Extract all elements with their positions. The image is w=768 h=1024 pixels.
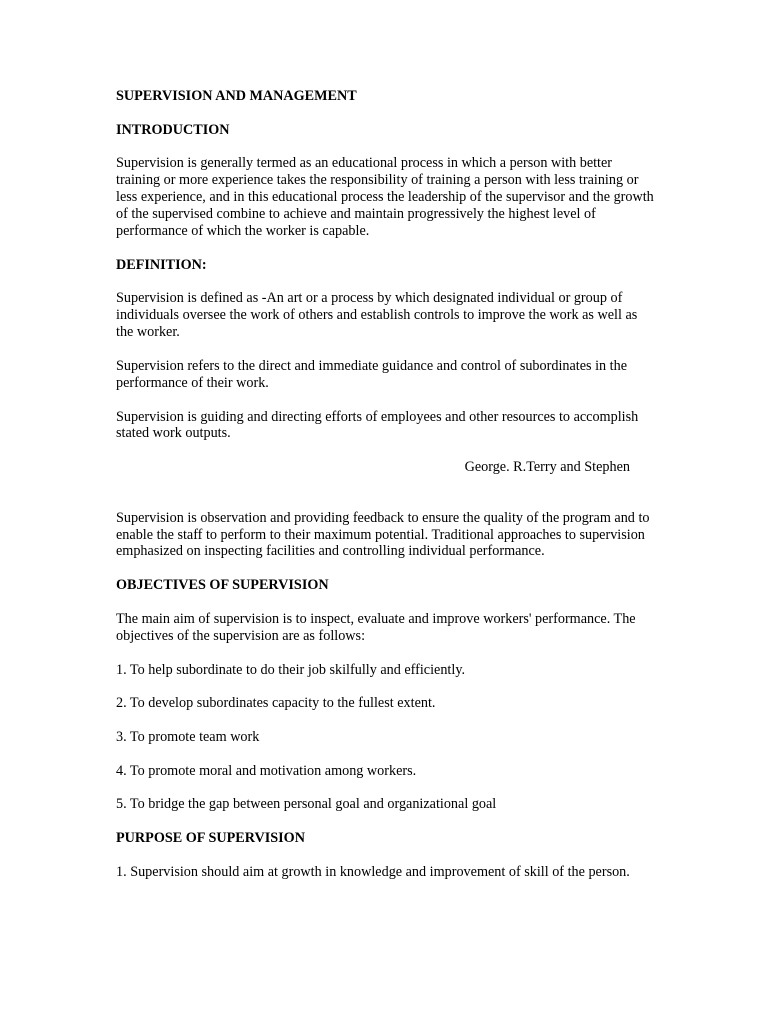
document-body (116, 88, 656, 897)
document-title: SUPERVISION AND MANAGEMENT (116, 88, 357, 104)
objectives-heading: OBJECTIVES OF SUPERVISION (116, 577, 329, 594)
purpose-heading: PURPOSE OF SUPERVISION (116, 830, 305, 847)
definition-paragraph: Supervision is defined as -An art or a process by which designated individual or group of individuals oversee the work of others and establish controls to improve the work as well as the worker. (116, 290, 638, 341)
objective-item: 2. To develop subordinates capacity to the fullest extent. (116, 695, 436, 712)
objective-item: 4. To promote moral and motivation among workers. (116, 762, 417, 779)
definition-paragraph: Supervision refers to the direct and immediate guidance and control of subordinates in the performance of their work. (116, 357, 627, 391)
introduction-paragraph: Supervision is generally termed as an educational process in which a person with better training or more experience takes the responsibility of training a person with less training or less experience, and in this educational process the leadership of the supervisor and the growth of the supervised combine to achieve and maintain progressively the highest level of performance of which the worker is capable. (116, 155, 654, 240)
objective-item: 1. To help subordinate to do their job skilfully and efficiently. (116, 661, 466, 678)
definition-heading: DEFINITION: (116, 256, 207, 273)
objective-item: 5. To bridge the gap between personal goal and organizational goal (116, 796, 497, 813)
purpose-item: 1. Supervision should aim at growth in knowledge and improvement of skill of the person. (116, 863, 630, 880)
objective-item: 3. To promote team work (116, 728, 260, 745)
objectives-intro: The main aim of supervision is to inspect, evaluate and improve workers' performance. The objectives of the supervision are as follows: (116, 610, 636, 644)
definition-attribution: George. R.Terry and Stephen (464, 459, 630, 476)
introduction-heading: INTRODUCTION (116, 121, 230, 138)
definition-paragraph: Supervision is observation and providing feedback to ensure the quality of the program and to enable the staff to perform to their maximum potential. Traditional approaches to supervision emphasized on inspecting facilities and controlling individual performance. (116, 509, 650, 560)
definition-paragraph: Supervision is guiding and directing efforts of employees and other resources to accomplish stated work outputs. (116, 408, 639, 442)
